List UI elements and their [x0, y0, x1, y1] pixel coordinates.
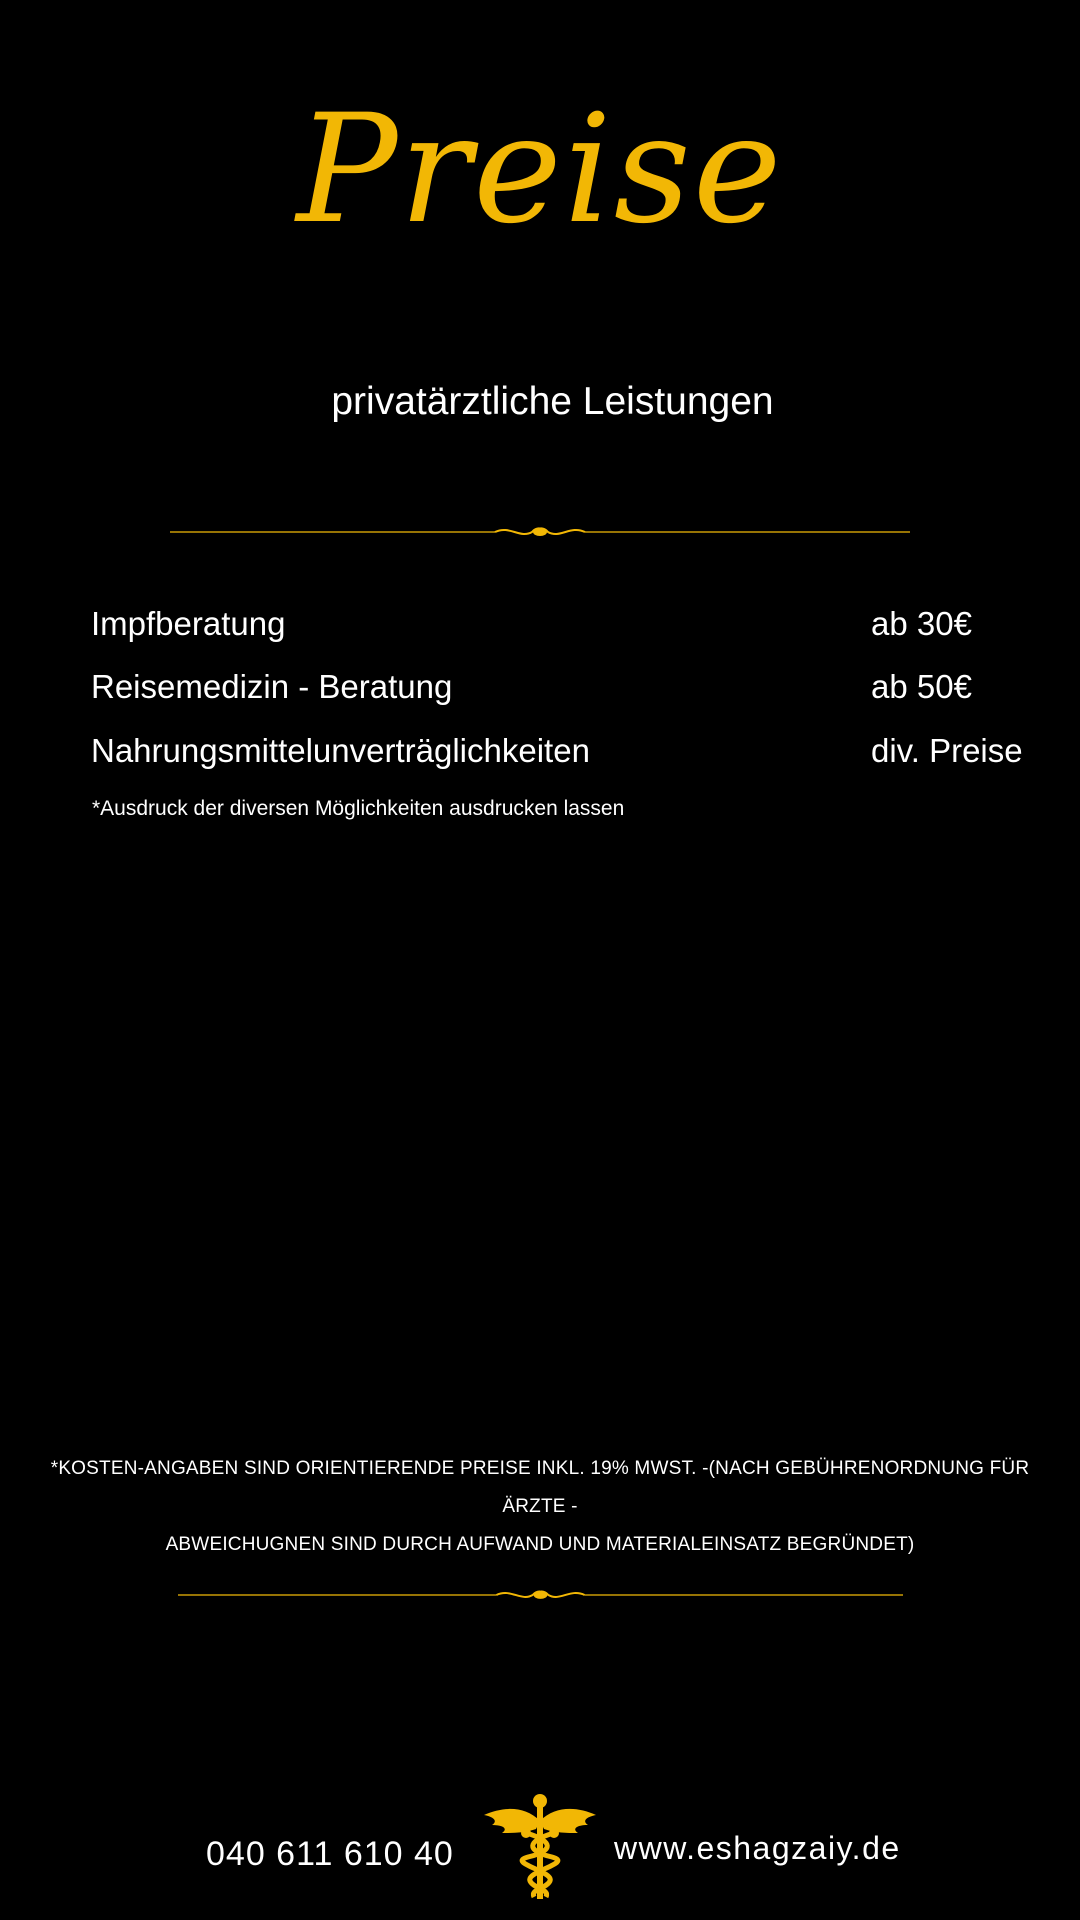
- phone-number[interactable]: 040 611 610 40: [206, 1835, 454, 1873]
- service-price: ab 30€: [871, 605, 972, 642]
- service-price: div. Preise: [871, 732, 1023, 769]
- ornament-divider-top: [170, 517, 910, 547]
- price-disclaimer: [30, 1450, 1050, 1564]
- service-label: Impfberatung: [91, 605, 286, 642]
- service-row: [91, 605, 1021, 655]
- caduceus-icon: [484, 1793, 596, 1903]
- disclaimer-line: ABWEICHUGNEN SIND DURCH AUFWAND UND MATERIALEINSATZ BEGRÜNDET): [165, 1534, 915, 1555]
- disclaimer-line: *KOSTEN-ANGABEN SIND ORIENTIERENDE PREISE INKL. 19% MWST. -(NACH GEBÜHRENORDNUNG FÜR ÄRZTE -: [50, 1458, 1030, 1517]
- page-subtitle: privatärztliche Leistungen: [331, 380, 774, 423]
- service-row: [91, 668, 1021, 718]
- service-row: [91, 732, 1021, 782]
- service-note: *Ausdruck der diversen Möglichkeiten ausdrucken lassen: [92, 797, 625, 820]
- service-label: Nahrungsmittelunverträglichkeiten: [91, 732, 590, 769]
- service-price: ab 50€: [871, 668, 972, 705]
- service-label: Reisemedizin - Beratung: [91, 668, 453, 705]
- website-link[interactable]: www.eshagzaiy.de: [614, 1830, 901, 1866]
- ornament-divider-bottom: [178, 1580, 903, 1610]
- page-title: Preise: [296, 83, 784, 257]
